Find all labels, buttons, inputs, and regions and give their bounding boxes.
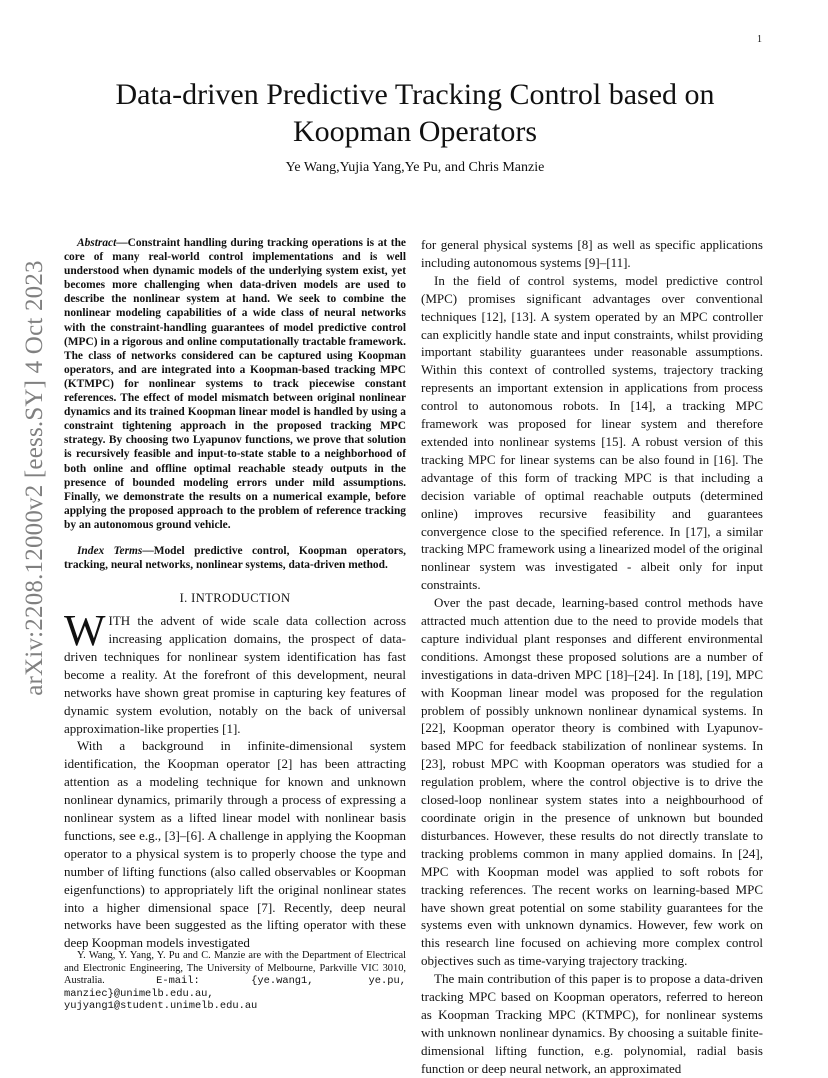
intro-paragraph-1 [64, 606, 406, 737]
right-column [421, 236, 763, 1078]
footnote-email-label: E-mail: [156, 975, 200, 988]
abstract-text: —Constraint handling during tracking operations is at the core of many real-world control implementations and is well understood when dynamic models of the underlying system exist, yet becomes more challenging when data-driven models are used to describe the nonlinear system at hand. We seek to combine the nonlinear modeling capabilities of a wide class of neural networks with the constraint-handling guarantees of model predictive control (MPC) in a rigorous and online computationally tractable framework. The class of networks considered can be captured using Koopman operators, and are integrated into a Koopman-based tracking MPC (KTMPC) for nonlinear systems to track piecewise constant references. The effect of model mismatch between original nonlinear dynamics and its trained Koopman linear model is handled by using a constraint tightening approach in the proposed tracking MPC strategy. By choosing two Lyapunov functions, we prove that solution is recursively feasible and input-to-state stable to a neighborhood of both online and offline optimal reachable steady outputs in the presence of bounded modeling errors under mild assumptions. Finally, we demonstrate the results on a numerical example, before applying the proposed approach to the problem of reference tracking by an autonomous ground vehicle. [64, 237, 406, 531]
index-terms-lead: Index Terms [77, 544, 143, 557]
intro-paragraph-4: Over the past decade, learning-based control methods have attracted much attention due to the need to provide models that capture individual plant responses and different environmental conditions. Amongst these proposed solutions are a number of investigations in data-driven MPC [18]–[24]. In [18], [19], MPC with Koopman linear model was proposed for the regulation problem of possibly unknown nonlinear dynamical systems. In [22], Koopman operator theory is combined with Lyapunov-based MPC for feedback stabilization of nonlinear systems. In [23], robust MPC with Koopman operators was studied for a regulation problem, where the control objective is to drive the closed-loop nonlinear system states into a neighbourhood of coordinate origin in the presence of unknown but bounded disturbances. However, these results do not directly translate to tracking problems common in many applied domains. In [24], MPC with Koopman model was applied to soft robots for tracking references. The recent works on learning-based MPC have shown great potential on some stability guarantees for the systems even with unknown dynamics. However, few work on this research line focused on achieving more complex control objectives such as time-varying trajectory tracking. [421, 595, 763, 969]
footnote-emails: {ye.wang1, ye.pu, manziec}@unimelb.edu.au, yujyang1@student.unimelb.edu.au [64, 975, 406, 1013]
intro-paragraph-2: With a background in infinite-dimensional system identification, the Koopman operator [2] has been attracting attention as a modeling technique for known and unknown nonlinear dynamics, primarily through a process of expressing a nonlinear system as a lifted linear model with nonlinear basis functions, see e.g., [3]–[6]. A challenge in applying the Koopman operator to a physical system is to properly choose the type and number of lifting functions (also called observables or Koopman eigenfunctions) to appropriately lift the original nonlinear states into a higher dimensional space [7]. Recently, deep neural networks have been suggested as the lifting operator with these deep Koopman models investigated [64, 738, 406, 951]
dropcap-letter: W [64, 606, 106, 656]
arxiv-identifier: arXiv:2208.12000v2 [eess.SY] 4 Oct 2023 [21, 260, 48, 696]
section-heading-introduction: I. INTRODUCTION [179, 591, 291, 606]
author-footnote [64, 950, 406, 1013]
left-column [64, 236, 406, 952]
index-terms-text: —Model predictive control, Koopman operators, tracking, neural networks, nonlinear systems, data-driven method. [64, 544, 406, 572]
author-list: Ye Wang,Yujia Yang,Ye Pu, and Chris Manzie [285, 160, 545, 175]
index-terms [64, 544, 406, 572]
intro-paragraph-1-text: ITH the advent of wide scale data collection across increasing application domains, the prospect of data-driven techniques for nonlinear system identification has fast become a reality. At the forefront of this development, neural networks have shown great promise in capturing key features of dynamic system evolution, notably on the back of universal approximation-like properties [1]. [64, 613, 406, 736]
intro-paragraph-5: The main contribution of this paper is to propose a data-driven tracking MPC based on Koopman operators, referred to hereon as Koopman Tracking MPC (KTMPC), for nonlinear systems with unknown nonlinear dynamics. By choosing a suitable finite-dimensional lifting function, e.g. polynomial, radial basis function or deep neural network, an approximated [421, 971, 763, 1076]
intro-paragraph-2-continued: for general physical systems [8] as well as specific applications including autonomous systems [9]–[11]. [421, 237, 763, 270]
footnote-affiliation: Y. Wang, Y. Yang, Y. Pu and C. Manzie are with the Department of Electrical and Electronic Engineering, The University of Melbourne, Parkville VIC 3010, Australia. [64, 950, 406, 987]
paper-title: Data-driven Predictive Tracking Control based on Koopman Operators [115, 78, 715, 148]
abstract-lead: Abstract [77, 237, 117, 249]
abstract [64, 236, 406, 532]
arxiv-side-stamp [19, 260, 51, 696]
page-number: 1 [757, 34, 762, 45]
intro-paragraph-3: In the field of control systems, model predictive control (MPC) promises significant advantages over conventional techniques [12], [13]. A system operated by an MPC controller can explicitly handle state and input constraints, whilst providing important stability guarantees under reasonable assumptions. Within this context of controlled systems, trajectory tracking represents an important extension in applications from process control to autonomous robots. In [14], a tracking MPC framework was proposed for linear system and therefore extended into nonlinear systems [15]. A robust version of this tracking MPC for linear systems can be also found in [16]. The advantage of this form of tracking MPC is that including a decision variable of optimal reachable outputs (determined online) improves recursive feasibility and guarantees convergence close to the specified reference. In [17], a similar tracking MPC framework using a linearized model of the original nonlinear system was investigated - albeit only for input constraints. [421, 272, 763, 593]
